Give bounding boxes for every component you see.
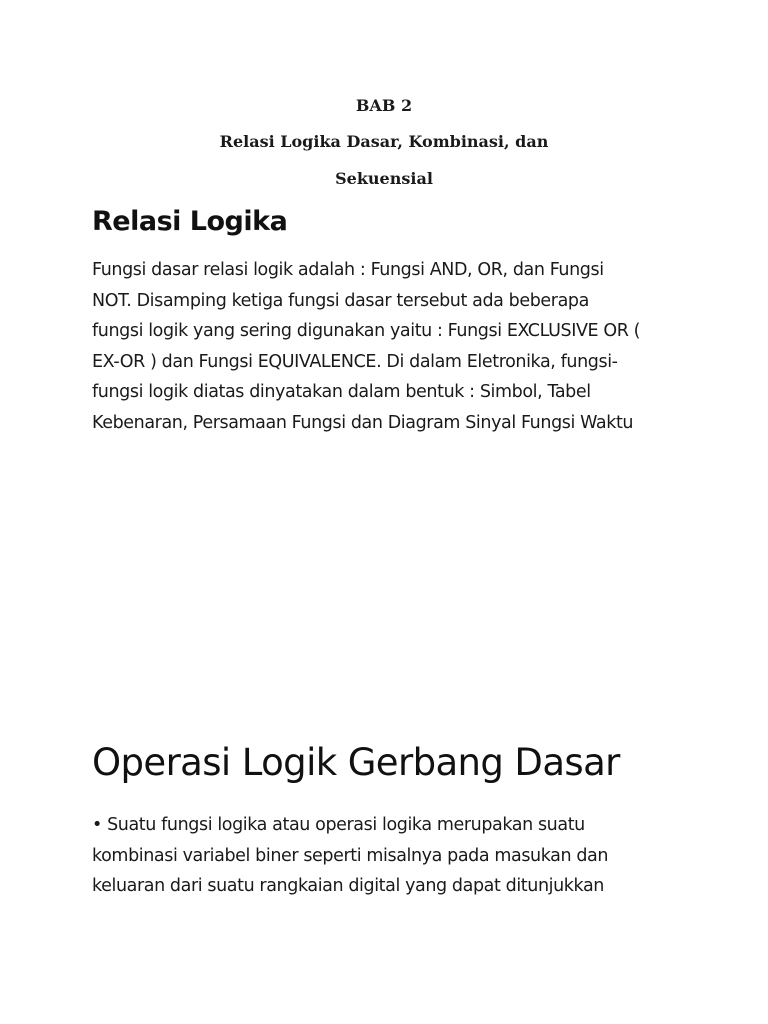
paragraph-line: EX-OR ) dan Fungsi EQUIVALENCE. Di dalam Eletronika, fungsi- xyxy=(92,351,618,372)
paragraph-line: fungsi logik yang sering digunakan yaitu : Fungsi EXCLUSIVE OR ( xyxy=(92,321,641,341)
paragraph-line: keluaran dari suatu rangkaian digital yang dapat ditunjukkan xyxy=(92,876,604,896)
section-paragraph-operasi-logik xyxy=(92,810,732,902)
paragraph-line: Kebenaran, Persamaan Fungsi dan Diagram Sinyal Fungsi Waktu xyxy=(92,412,634,433)
chapter-title-line-1: Relasi Logika Dasar, Kombinasi, dan xyxy=(219,132,549,151)
section-heading-relasi-logika: Relasi Logika xyxy=(92,206,288,237)
chapter-label: BAB 2 xyxy=(355,96,413,115)
section-heading-operasi-logik: Operasi Logik Gerbang Dasar xyxy=(92,741,620,784)
paragraph-line: NOT. Disamping ketiga fungsi dasar tersebut ada beberapa xyxy=(92,290,589,311)
paragraph-line: • Suatu fungsi logika atau operasi logika merupakan suatu xyxy=(92,815,585,835)
paragraph-line: Fungsi dasar relasi logik adalah : Fungsi AND, OR, dan Fungsi xyxy=(92,260,604,280)
paragraph-line: fungsi logik diatas dinyatakan dalam bentuk : Simbol, Tabel xyxy=(92,382,591,402)
section-paragraph-relasi-logika xyxy=(92,255,732,438)
chapter-title-line-2: Sekuensial xyxy=(335,169,433,188)
paragraph-line: kombinasi variabel biner seperti misalnya pada masukan dan xyxy=(92,845,609,866)
